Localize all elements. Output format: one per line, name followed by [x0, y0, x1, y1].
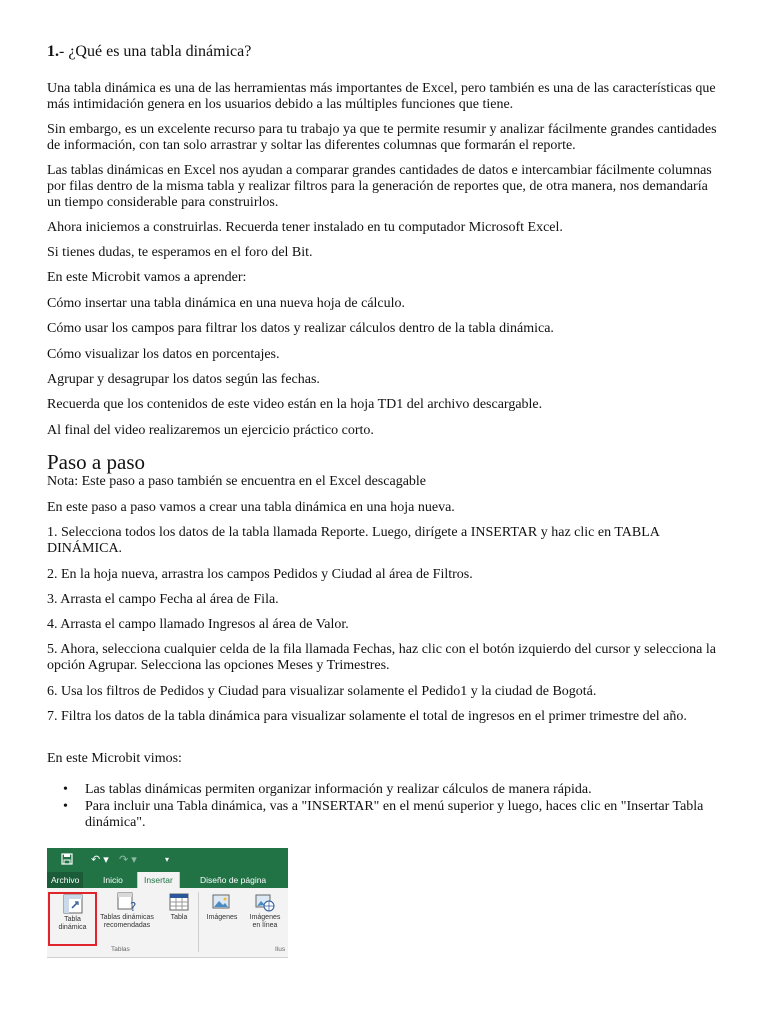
step-item: 7. Filtra los datos de la tabla dinámica para visualizar solamente el total de ingresos en el primer trimestre del año. — [47, 709, 687, 724]
pivot-table-label: Tabla dinámica — [58, 916, 87, 931]
online-pictures-label: Imágenes en línea — [249, 914, 281, 929]
undo-icon: ↶ ▾ — [91, 854, 109, 866]
table-icon — [169, 892, 189, 912]
recommended-pivot-icon — [117, 892, 137, 912]
step-item: 3. Arrasta el campo Fecha al área de Fila. — [47, 592, 279, 607]
paragraph: Una tabla dinámica es una de las herramientas más importantes de Excel, pero también es una de las características que más intimidación genera en los usuarios debido a las múltiples funciones que tiene. — [47, 81, 716, 112]
step-item: 6. Usa los filtros de Pedidos y Ciudad para visualizar solamente el Pedido1 y la ciudad de Bogotá. — [47, 684, 597, 699]
pictures-button[interactable] — [201, 892, 243, 922]
paragraph: Cómo usar los campos para filtrar los datos y realizar cálculos dentro de la tabla dinámica. — [47, 321, 554, 336]
redo-icon: ↷ ▾ — [119, 854, 137, 866]
list-item: • Para incluir una Tabla dinámica, vas a "INSERTAR" en el menú superior y luego, haces clic en "Insertar Tabla dinámica". — [63, 799, 704, 830]
summary-list — [47, 782, 717, 832]
tab-insertar[interactable]: Insertar — [137, 872, 180, 888]
step-item: 5. Ahora, selecciona cualquier celda de la fila llamada Fechas, haz clic con el botón izquierdo del cursor y selecciona la opción Agrupar. Selecciona las opciones Meses y Trimestres. — [47, 642, 716, 673]
paragraph: Cómo insertar una tabla dinámica en una nueva hoja de cálculo. — [47, 296, 406, 311]
paragraph: Cómo visualizar los datos en porcentajes. — [47, 347, 280, 362]
tab-inicio[interactable]: Inicio — [103, 875, 123, 885]
list-item: • Las tablas dinámicas permiten organizar información y realizar cálculos de manera rápida. — [63, 782, 592, 797]
ribbon-body — [47, 888, 288, 958]
pivot-table-icon — [63, 894, 83, 914]
paragraph: Agrupar y desagrupar los datos según las fechas. — [47, 372, 320, 387]
recommended-pivot-label: Tablas dinámicas recomendadas — [100, 914, 154, 929]
quick-access-toolbar — [47, 848, 288, 872]
section-heading: 1.- ¿Qué es una tabla dinámica? — [47, 43, 252, 60]
recommended-pivot-button[interactable] — [95, 892, 159, 930]
group-divider — [198, 892, 199, 952]
online-pictures-button[interactable] — [245, 892, 285, 930]
online-pictures-icon — [255, 892, 275, 912]
paragraph: Sin embargo, es un excelente recurso para tu trabajo ya que te permite resumir y analizar fácilmente grandes cantidades de información, con tan solo arrastrar y soltar las diferentes columnas que formarán el reporte. — [47, 122, 717, 153]
pivot-table-button[interactable] — [48, 892, 97, 946]
table-label: Tabla — [170, 914, 188, 921]
excel-ribbon-screenshot — [47, 848, 288, 957]
paragraph: Si tienes dudas, te esperamos en el foro del Bit. — [47, 245, 313, 260]
paragraph: En este Microbit vamos a aprender: — [47, 270, 247, 285]
save-icon — [61, 853, 73, 868]
group-label-ilustraciones: Ilus — [275, 946, 286, 953]
step-item: 4. Arrasta el campo llamado Ingresos al área de Valor. — [47, 617, 349, 632]
tab-diseno-pagina[interactable]: Diseño de página — [200, 875, 267, 885]
pictures-label: Imágenes — [206, 914, 238, 921]
paragraph: Las tablas dinámicas en Excel nos ayudan a comparar grandes cantidades de datos e intercambiar fácilmente columnas por filas dentro de la misma tabla y realizar filtros para la generación de reportes que, de otra manera, nos demandaría un tiempo considerable para construirlos. — [47, 163, 712, 210]
step-item: 2. En la hoja nueva, arrastra los campos Pedidos y Ciudad al área de Filtros. — [47, 567, 473, 582]
paragraph: En este Microbit vimos: — [47, 751, 182, 766]
paragraph: Nota: Este paso a paso también se encuentra en el Excel descagable — [47, 474, 427, 489]
ribbon-tabs — [47, 872, 288, 888]
customize-icon: ▾ — [165, 855, 170, 864]
group-label-tablas: Tablas — [111, 946, 130, 953]
paragraph: Ahora iniciemos a construirlas. Recuerda tener instalado en tu computador Microsoft Excel. — [47, 220, 563, 235]
paragraph: En este paso a paso vamos a crear una tabla dinámica en una hoja nueva. — [47, 500, 455, 515]
paragraph: Recuerda que los contenidos de este video están en la hoja TD1 del archivo descargable. — [47, 397, 543, 412]
paragraph: Al final del video realizaremos un ejercicio práctico corto. — [47, 423, 374, 438]
section-heading: Paso a paso — [47, 450, 145, 474]
pictures-icon — [212, 892, 232, 912]
step-item: 1. Selecciona todos los datos de la tabla llamada Reporte. Luego, dirígete a INSERTAR y haz clic en TABLA DINÁMICA. — [47, 525, 660, 556]
tab-archivo[interactable]: Archivo — [47, 872, 83, 888]
svg-text:?: ? — [130, 900, 137, 912]
table-button[interactable] — [165, 892, 193, 922]
